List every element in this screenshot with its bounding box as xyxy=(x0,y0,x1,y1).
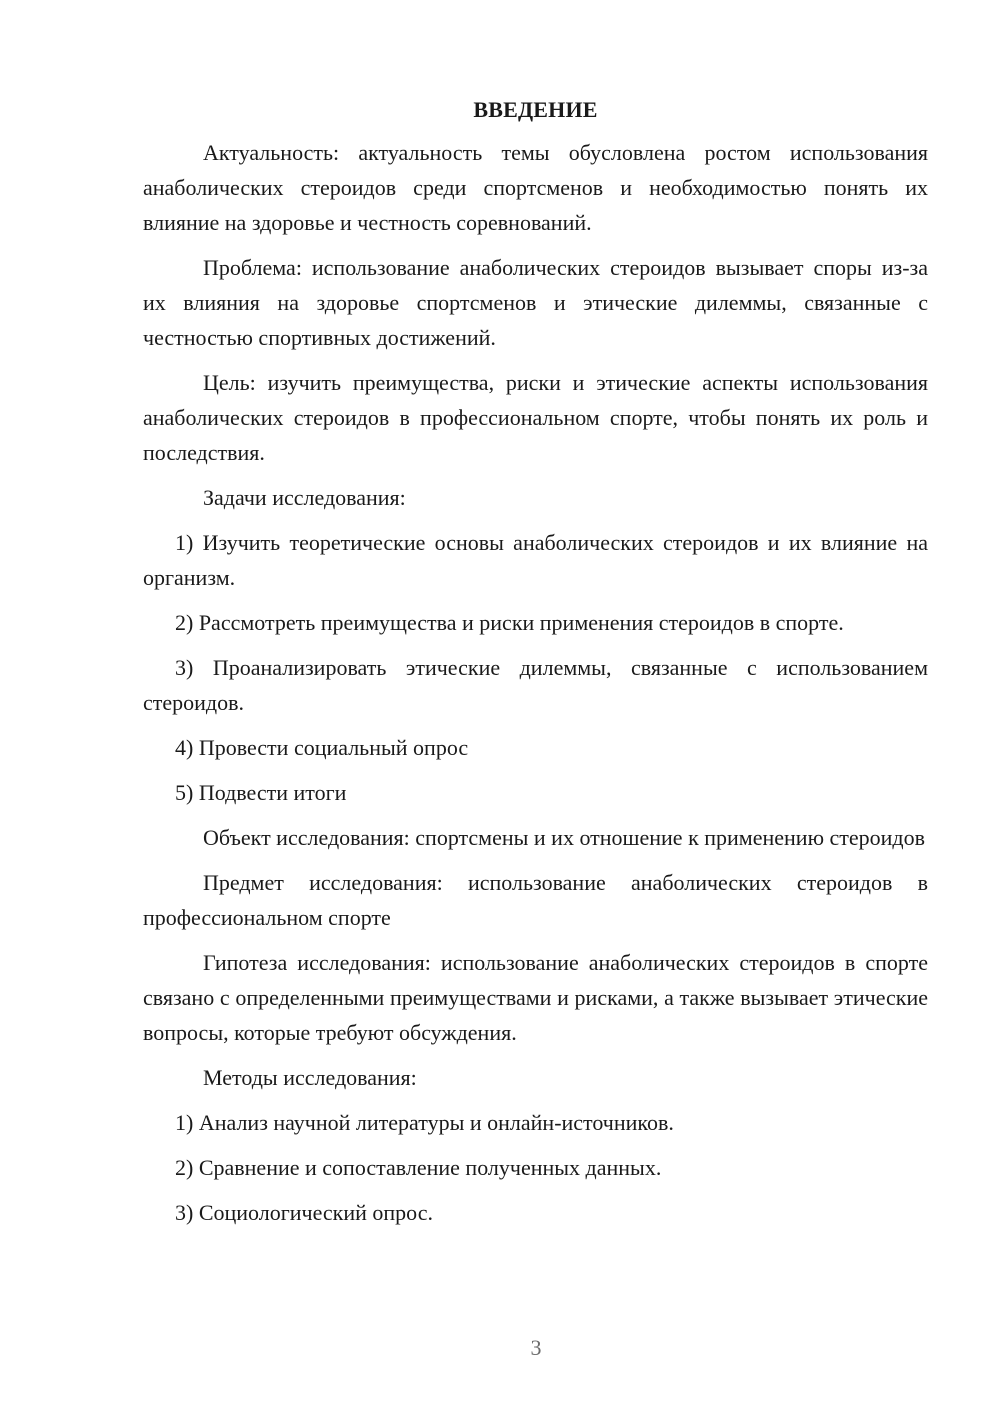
section-title: ВВЕДЕНИЕ xyxy=(473,97,598,122)
page-content xyxy=(143,92,928,1240)
method-list-item: 3) Социологический опрос. xyxy=(175,1200,433,1225)
paragraph-methods-heading: Методы исследования: xyxy=(203,1065,417,1090)
paragraph-subject: Предмет исследования: использование анаболических стероидов в профессиональном спорте xyxy=(143,870,928,930)
task-list-item: 2) Рассмотреть преимущества и риски применения стероидов в спорте. xyxy=(175,610,844,635)
task-list-item: 3) Проанализировать этические дилеммы, связанные с использованием стероидов. xyxy=(143,655,928,715)
paragraph-hypothesis: Гипотеза исследования: использование анаболических стероидов в спорте связано с определенными преимуществами и рисками, а также вызывает этические вопросы, которые требуют обсуждения. xyxy=(143,950,928,1045)
paragraph-tasks-heading: Задачи исследования: xyxy=(203,485,406,510)
paragraph-goal: Цель: изучить преимущества, риски и этические аспекты использования анаболических стероидов в профессиональном спорте, чтобы понять их роль и последствия. xyxy=(143,370,928,465)
paragraph-relevance: Актуальность: актуальность темы обусловлена ростом использования анаболических стероидов среди спортсменов и необходимостью понять их влияние на здоровье и честность соревнований. xyxy=(143,140,928,235)
paragraph-problem: Проблема: использование анаболических стероидов вызывает споры из-за их влияния на здоровье спортсменов и этические дилеммы, связанные с честностью спортивных достижений. xyxy=(143,255,928,350)
method-list-item: 2) Сравнение и сопоставление полученных данных. xyxy=(175,1155,662,1180)
paragraph-object: Объект исследования: спортсмены и их отношение к применению стероидов xyxy=(203,825,926,850)
task-list-item: 4) Провести социальный опрос xyxy=(175,735,469,760)
task-list-item: 5) Подвести итоги xyxy=(175,780,347,805)
task-list-item: 1) Изучить теоретические основы анаболических стероидов и их влияние на организм. xyxy=(143,530,928,590)
method-list-item: 1) Анализ научной литературы и онлайн-источников. xyxy=(175,1110,674,1135)
page-number: 3 xyxy=(530,1335,542,1360)
